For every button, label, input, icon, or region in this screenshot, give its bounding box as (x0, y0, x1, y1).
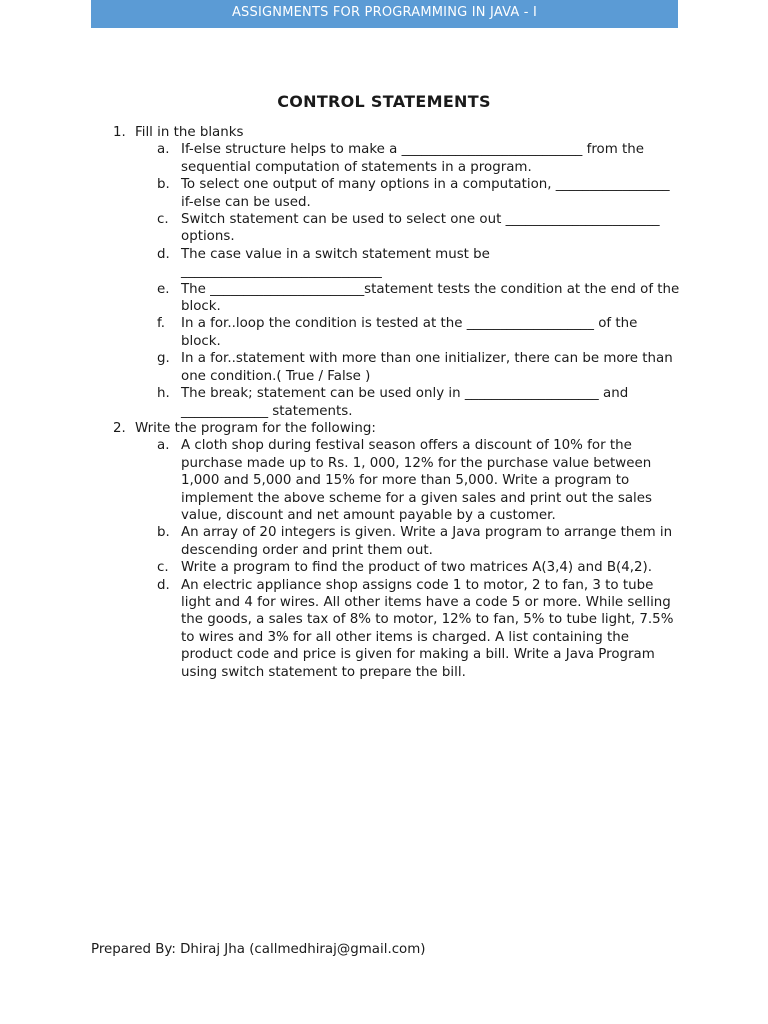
sub-item-2d (0, 577, 681, 681)
question-text: Fill in the blanks (135, 125, 244, 140)
sub-item-text: The _______________________statement tests the condition at the end of the block. (181, 281, 680, 315)
sub-item-text: A cloth shop during festival season offers a discount of 10% for the purchase made up to Rs. 1, 000, 12% for the purchase value between 1,000 and 5,000 and 15% for more than 5,000. Write a program to implement the above scheme for a given sales and print out the sales value, discount and net amount payable by a customer. (181, 438, 652, 523)
question-text: Write the program for the following: (135, 420, 376, 436)
sub-item-1a (0, 141, 681, 176)
question-number: 2. (113, 420, 126, 436)
sub-item-letter: b. (157, 177, 170, 193)
sub-item-1g (0, 350, 681, 385)
sub-item-text: To select one output of many options in a computation, _________________ if-else can be used. (181, 177, 670, 210)
sub-item-text: An array of 20 integers is given. Write a Java program to arrange them in descending order and print them out. (181, 525, 673, 558)
page-footer (91, 942, 426, 957)
sub-item-letter: b. (157, 525, 170, 541)
sub-item-letter: d. (157, 577, 170, 593)
sub-item-text: Switch statement can be used to select one out _______________________ options. (181, 212, 660, 245)
sub-item-letter: f. (157, 316, 165, 332)
footer-credit: Prepared By: Dhiraj Jha (callmedhiraj@gmail.com) (91, 942, 426, 957)
sub-item-text: In a for..loop the condition is tested at the ___________________ of the block. (181, 316, 638, 349)
sub-item-text: In a for..statement with more than one initializer, there can be more than one condition.( True / False ) (181, 351, 673, 384)
sub-item-1d (0, 246, 681, 281)
sub-item-letter: d. (157, 246, 170, 262)
sub-item-text: The break; statement can be used only in ____________________ and _____________ statements. (181, 386, 629, 419)
question-2 (0, 420, 680, 437)
header-title: ASSIGNMENTS FOR PROGRAMMING IN JAVA - I (231, 5, 538, 20)
sub-item-letter: c. (157, 560, 169, 576)
sub-item-letter: e. (157, 281, 170, 297)
sub-item-1e (0, 281, 681, 316)
sub-item-letter: c. (157, 212, 169, 228)
sub-item-1h (0, 385, 681, 420)
sub-item-2a (0, 437, 681, 524)
question-number: 1. (113, 125, 126, 140)
sub-item-letter: g. (157, 351, 170, 367)
sub-item-text: An electric appliance shop assigns code 1 to motor, 2 to fan, 3 to tube light and 4 for wires. All other items have a code 5 or more. While selling the goods, a sales tax of 8% to motor, 12% to fan, 5% to tube light, 7.5% to wires and 3% for all other items is charged. A list containing the product code and price is given for making a bill. Write a Java Program using switch statement to prepare the bill. (181, 577, 674, 680)
page-header-banner (91, 0, 678, 28)
sub-item-letter: a. (157, 438, 170, 454)
question-1 (0, 124, 680, 141)
sub-item-letter: a. (157, 142, 170, 158)
sub-item-1f (0, 315, 681, 350)
sub-item-1c (0, 211, 681, 246)
assignment-content (0, 124, 768, 681)
sub-item-text: The case value in a switch statement must be ______________________________ (181, 246, 490, 280)
document-title: CONTROL STATEMENTS (277, 92, 491, 111)
sub-item-text: If-else structure helps to make a ___________________________ from the sequential computation of statements in a program. (181, 142, 645, 175)
sub-item-letter: h. (157, 386, 170, 402)
sub-item-1b (0, 176, 681, 211)
sub-item-2c (0, 559, 681, 576)
sub-item-text: Write a program to find the product of two matrices A(3,4) and B(4,2). (181, 560, 653, 576)
sub-item-2b (0, 524, 681, 559)
